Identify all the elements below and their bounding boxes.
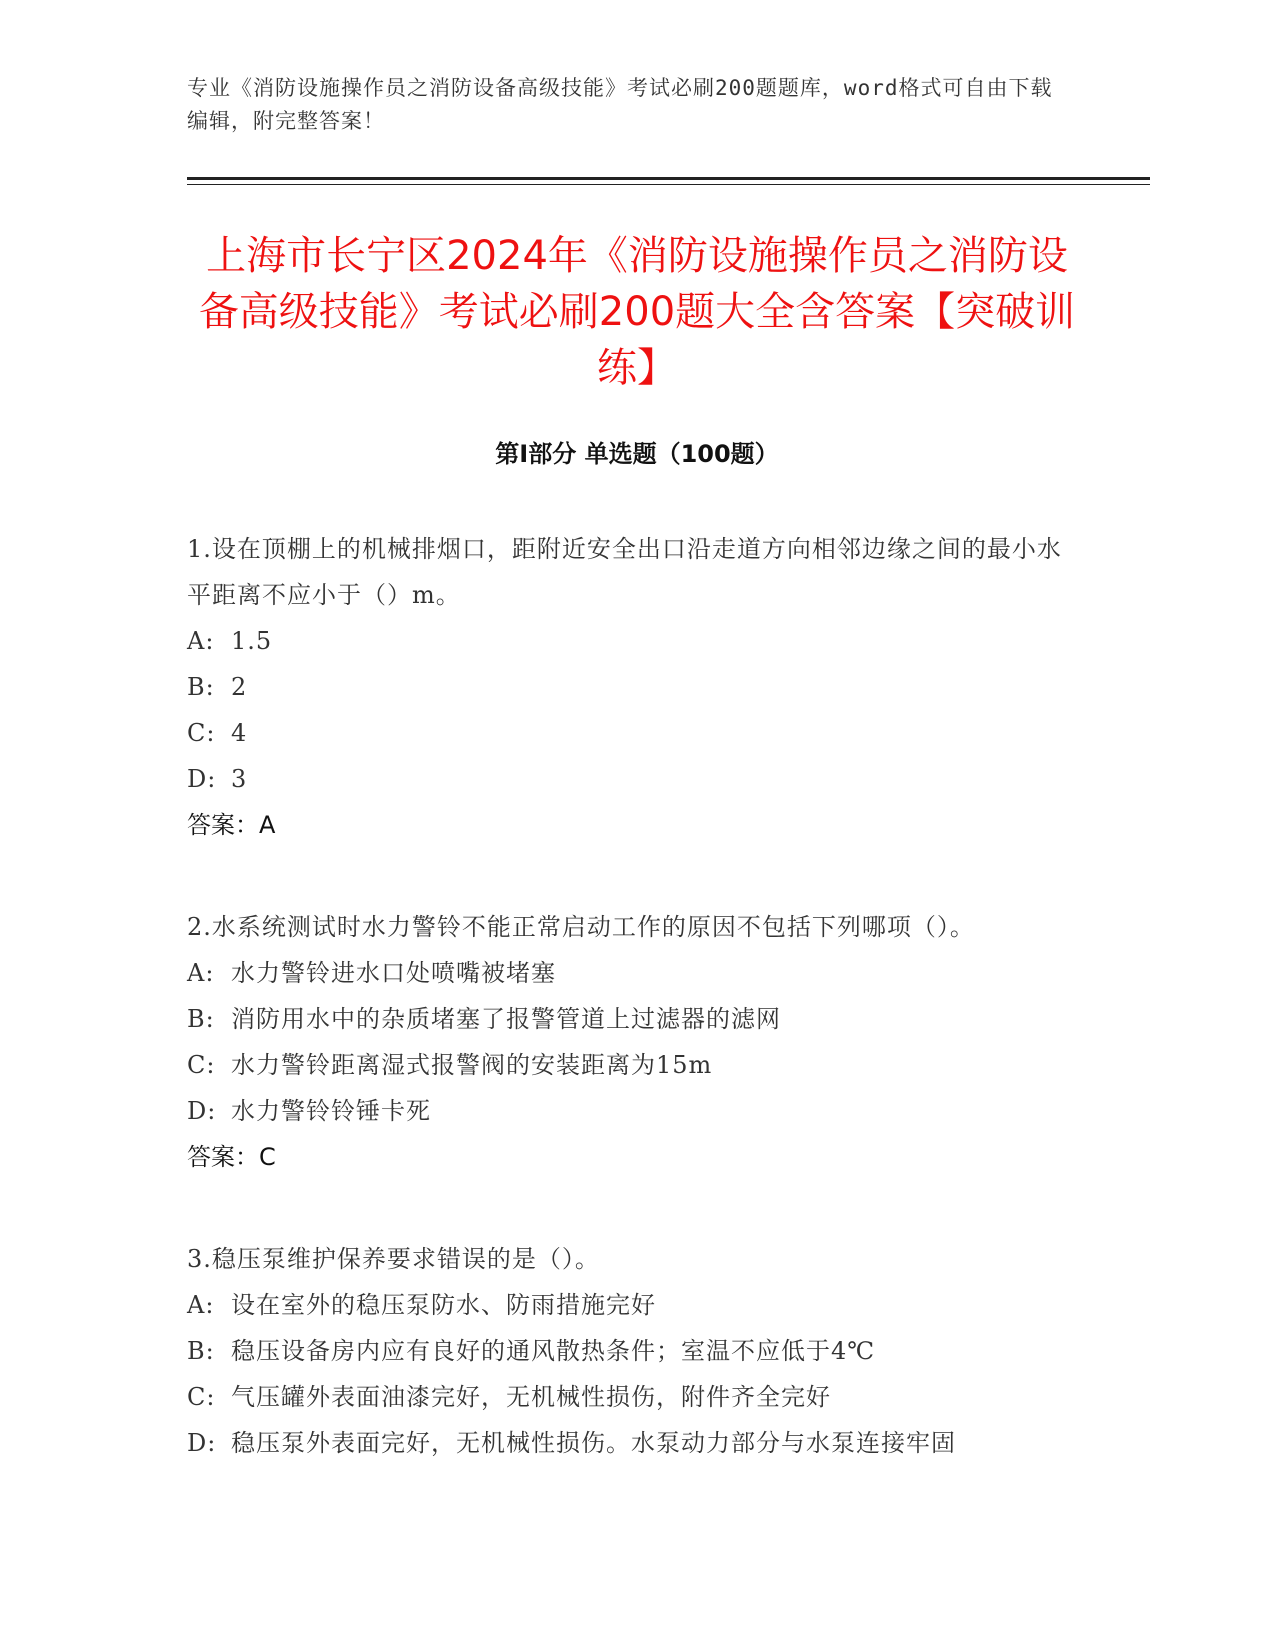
option-letter: B: [187, 1005, 215, 1033]
option-text: 水力警铃距离湿式报警阀的安装距离为15m [231, 1051, 713, 1079]
option-letter: C: [187, 1383, 216, 1411]
option-letter: C: [187, 1051, 216, 1079]
question-list [187, 526, 1067, 1522]
option-text: 稳压设备房内应有良好的通风散热条件；室温不应低于4℃ [231, 1337, 876, 1365]
option-text: 2 [231, 673, 248, 701]
question-2 [187, 904, 1067, 1180]
option-text: 水力警铃进水口处喷嘴被堵塞 [231, 959, 556, 987]
option-c [187, 1042, 1067, 1088]
option-b [187, 1328, 1067, 1374]
option-text: 稳压泵外表面完好，无机械性损伤。水泵动力部分与水泵连接牢固 [231, 1429, 956, 1457]
option-d [187, 756, 1067, 802]
option-letter: B: [187, 673, 215, 701]
option-text: 水力警铃铃锤卡死 [231, 1097, 431, 1125]
option-c [187, 710, 1067, 756]
section-heading: 第I部分 单选题（100题） [495, 440, 779, 468]
header-rule-thin [187, 184, 1150, 185]
option-text: 气压罐外表面油漆完好，无机械性损伤，附件齐全完好 [231, 1383, 831, 1411]
option-d [187, 1420, 1067, 1466]
option-letter: A: [187, 959, 215, 987]
option-b [187, 996, 1067, 1042]
question-text: 3.稳压泵维护保养要求错误的是（）。 [187, 1245, 600, 1273]
option-text: 1.5 [231, 627, 273, 655]
option-text: 消防用水中的杂质堵塞了报警管道上过滤器的滤网 [231, 1005, 781, 1033]
question-3 [187, 1236, 1067, 1466]
option-text: 4 [231, 719, 248, 747]
option-text: 3 [231, 765, 248, 793]
answer-line: 答案：A [187, 811, 276, 839]
answer-line: 答案：C [187, 1143, 276, 1171]
option-a [187, 618, 1067, 664]
option-b [187, 664, 1067, 710]
option-letter: A: [187, 1291, 215, 1319]
option-letter: C: [187, 719, 216, 747]
header-rule-thick [187, 177, 1150, 180]
document-title: 上海市长宁区2024年《消防设施操作员之消防设备高级技能》考试必刷200题大全含答案【突破训练】 [198, 233, 1076, 391]
option-letter: D: [187, 1429, 217, 1457]
question-1 [187, 526, 1067, 848]
option-letter: D: [187, 765, 217, 793]
option-letter: D: [187, 1097, 217, 1125]
question-text: 2.水系统测试时水力警铃不能正常启动工作的原因不包括下列哪项（）。 [187, 913, 975, 941]
option-a [187, 1282, 1067, 1328]
option-c [187, 1374, 1067, 1420]
header-note: 专业《消防设施操作员之消防设备高级技能》考试必刷200题题库，word格式可自由下载编辑，附完整答案！ [187, 76, 1053, 133]
option-a [187, 950, 1067, 996]
question-text: 1.设在顶棚上的机械排烟口，距附近安全出口沿走道方向相邻边缘之间的最小水平距离不应小于（）m。 [187, 535, 1062, 609]
option-letter: B: [187, 1337, 215, 1365]
option-letter: A: [187, 627, 215, 655]
option-d [187, 1088, 1067, 1134]
option-text: 设在室外的稳压泵防水、防雨措施完好 [231, 1291, 656, 1319]
